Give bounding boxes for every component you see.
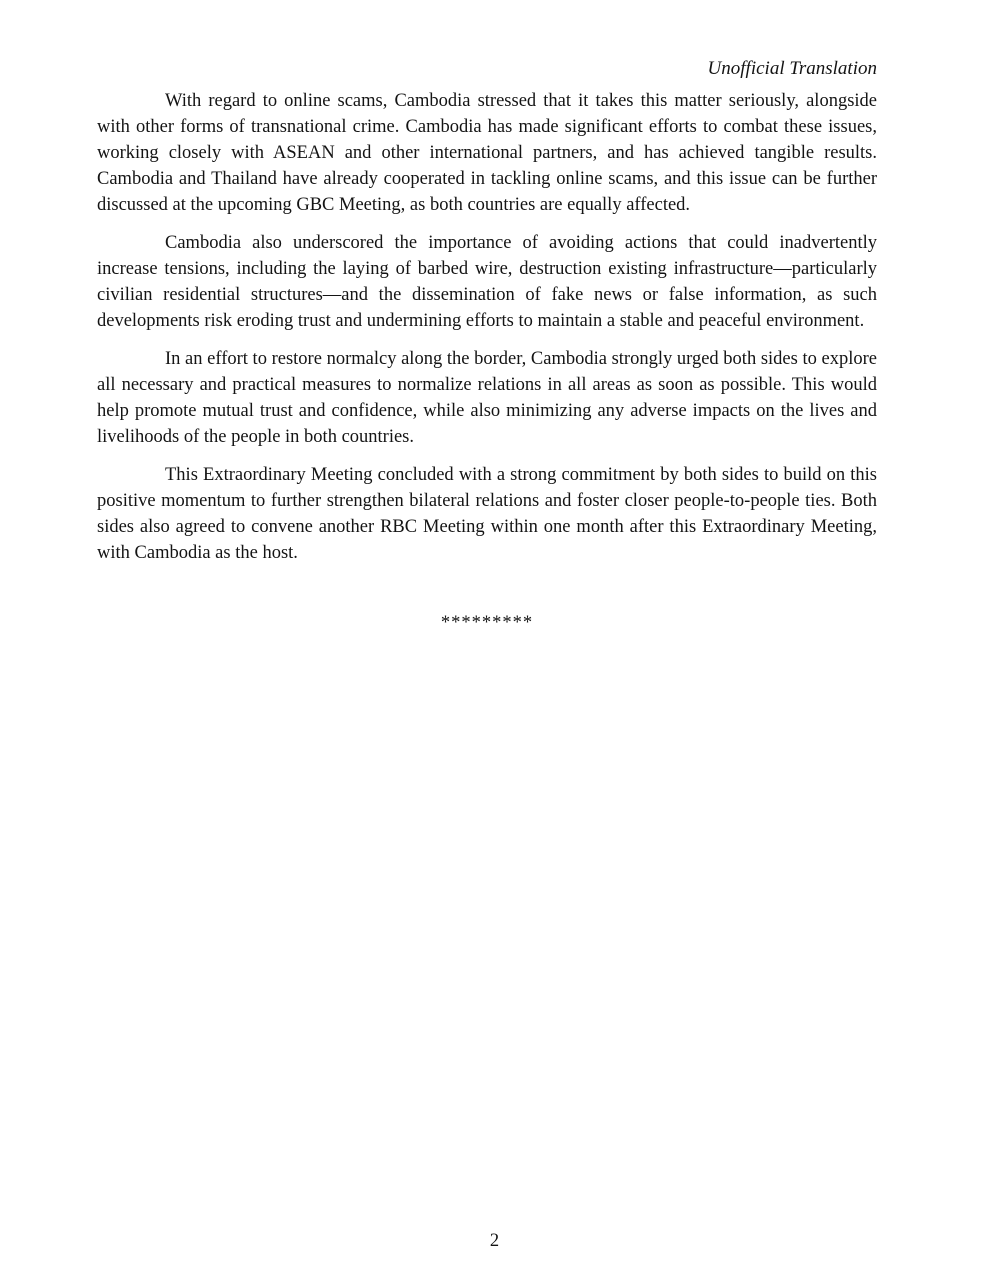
page-number: 2 — [489, 1231, 500, 1251]
paragraph-meeting-conclusion: This Extraordinary Meeting concluded with a strong commitment by both sides to build on this positive momentum to further strengthen bilateral relations and foster closer people-to-people ties. Both sides also agreed to convene another RBC Meeting within one month after this Extraordinary Meeting, with Cambodia as the host. — [97, 465, 877, 563]
paragraph-avoiding-actions: Cambodia also underscored the importance of avoiding actions that could inadvertently increase tensions, including the laying of barbed wire, destruction existing infrastructure—particularly civilian residential structures—and the dissemination of fake news or false information, as such developments risk eroding trust and undermining efforts to maintain a stable and peaceful environment. — [97, 233, 877, 331]
asterisk-separator: ********* — [440, 613, 534, 633]
header-unofficial-translation: Unofficial Translation — [707, 58, 877, 79]
paragraph-online-scams: With regard to online scams, Cambodia stressed that it takes this matter seriously, alongside with other forms of transnational crime. Cambodia has made significant efforts to combat these issues, working closely with ASEAN and other international partners, and has achieved tangible results. Cambodia and Thailand have already cooperated in tackling online scams, and this issue can be further discussed at the upcoming GBC Meeting, as both countries are equally affected. — [97, 91, 877, 215]
paragraph-restore-normalcy: In an effort to restore normalcy along the border, Cambodia strongly urged both sides to explore all necessary and practical measures to normalize relations in all areas as soon as possible. This would help promote mutual trust and confidence, while also minimizing any adverse impacts on the lives and livelihoods of the people in both countries. — [97, 349, 877, 447]
